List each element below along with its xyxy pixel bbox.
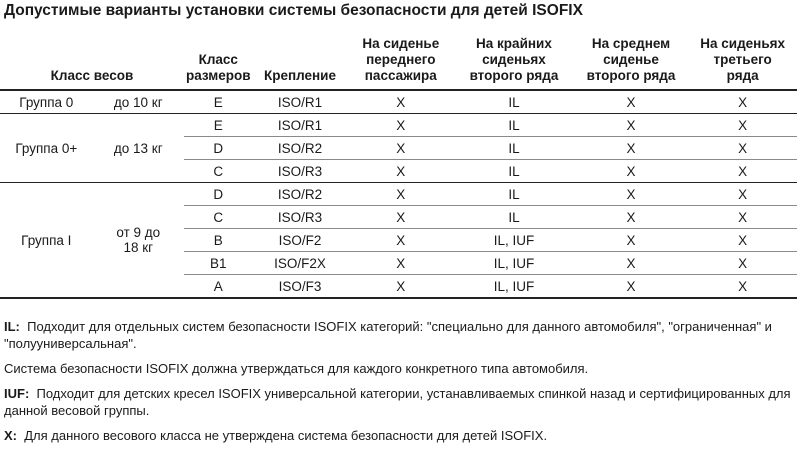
second-row-middle-cell: X [574,137,689,160]
group-name: Группа 0 [0,90,93,114]
note-il [4,318,796,352]
size-class-cell: C [184,206,253,229]
third-row-cell: X [688,252,797,275]
mount-cell: ISO/R2 [253,137,348,160]
mount-cell: ISO/R1 [253,114,348,137]
second-row-middle-cell: X [574,206,689,229]
second-row-outer-cell: IL [454,160,574,183]
note-il-text: Подходит для отдельных систем безопасности ISOFIX категорий: "специально для данного автомобиля", "ограниченная" и "полууниверсальная". [4,319,772,351]
header-mount: Крепление [253,36,348,90]
group-weight: до 13 кг [93,114,184,183]
second-row-outer-cell: IL [454,90,574,114]
third-row-cell: X [688,229,797,252]
mount-cell: ISO/F3 [253,275,348,299]
third-row-cell: X [688,114,797,137]
front-passenger-cell: X [347,206,454,229]
mount-cell: ISO/F2 [253,229,348,252]
size-class-cell: C [184,160,253,183]
note-iuf-text: Подходит для детских кресел ISOFIX универсальной категории, устанавливаемых спинкой назад и сертифицированных для данной весовой группы. [4,386,791,418]
group-weight: до 10 кг [93,90,184,114]
second-row-outer-cell: IL [454,206,574,229]
front-passenger-cell: X [347,114,454,137]
header-weight-class: Класс весов [0,36,184,90]
note-il-key: IL: [4,319,20,334]
table-row [0,90,797,114]
second-row-outer-cell: IL [454,183,574,206]
note-iuf-key: IUF: [4,386,30,401]
second-row-outer-cell: IL, IUF [454,275,574,299]
header-second-row-middle: На среднем сиденье второго ряда [574,36,689,90]
size-class-cell: A [184,275,253,299]
second-row-middle-cell: X [574,252,689,275]
mount-cell: ISO/R3 [253,160,348,183]
table-header-row [0,36,797,90]
size-class-cell: D [184,183,253,206]
size-class-cell: B1 [184,252,253,275]
mount-cell: ISO/F2X [253,252,348,275]
header-second-row-outer: На крайних сиденьях второго ряда [454,36,574,90]
second-row-outer-cell: IL, IUF [454,252,574,275]
front-passenger-cell: X [347,90,454,114]
note-x [4,427,796,444]
second-row-middle-cell: X [574,114,689,137]
mount-cell: ISO/R2 [253,183,348,206]
size-class-cell: E [184,114,253,137]
header-third-row: На сиденьях третьего ряда [688,36,797,90]
third-row-cell: X [688,206,797,229]
note-iuf [4,385,796,419]
header-size-class: Класс размеров [184,36,253,90]
front-passenger-cell: X [347,275,454,299]
size-class-cell: E [184,90,253,114]
group-name: Группа I [0,183,93,299]
page-title: Допустимые варианты установки системы безопасности для детей ISOFIX [4,2,583,19]
isofix-table [0,36,797,299]
third-row-cell: X [688,183,797,206]
table-row [0,114,797,137]
second-row-outer-cell: IL, IUF [454,229,574,252]
size-class-cell: D [184,137,253,160]
table-row [0,183,797,206]
second-row-outer-cell: IL [454,137,574,160]
note-x-text: Для данного весового класса не утверждена система безопасности для детей ISOFIX. [24,428,548,443]
third-row-cell: X [688,90,797,114]
second-row-middle-cell: X [574,275,689,299]
note-general: Система безопасности ISOFIX должна утверждаться для каждого конкретного типа автомобиля. [4,361,589,376]
second-row-middle-cell: X [574,183,689,206]
size-class-cell: B [184,229,253,252]
group-weight: от 9 до 18 кг [93,183,184,299]
third-row-cell: X [688,160,797,183]
note-x-key: X: [4,428,17,443]
legend-notes [4,318,796,452]
second-row-middle-cell: X [574,160,689,183]
third-row-cell: X [688,137,797,160]
second-row-middle-cell: X [574,90,689,114]
front-passenger-cell: X [347,252,454,275]
third-row-cell: X [688,275,797,299]
second-row-outer-cell: IL [454,114,574,137]
front-passenger-cell: X [347,229,454,252]
header-front-passenger: На сиденье переднего пассажира [347,36,454,90]
mount-cell: ISO/R1 [253,90,348,114]
second-row-middle-cell: X [574,229,689,252]
mount-cell: ISO/R3 [253,206,348,229]
front-passenger-cell: X [347,160,454,183]
group-name: Группа 0+ [0,114,93,183]
front-passenger-cell: X [347,183,454,206]
front-passenger-cell: X [347,137,454,160]
